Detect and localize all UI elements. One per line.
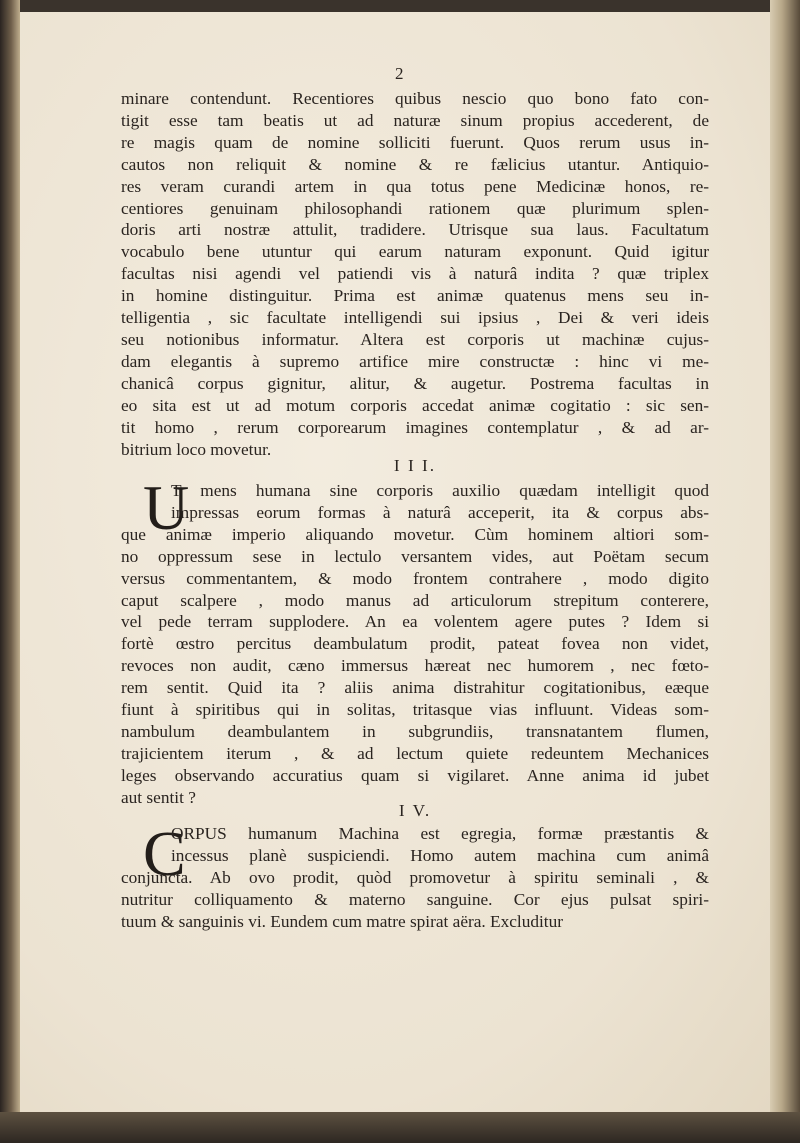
text-line: facultas nisi agendi vel patiendi vis à naturâ indita ? quæ triplex <box>121 264 709 284</box>
text-line: que animæ imperio aliquando movetur. Cùm hominem altiori som- <box>121 524 709 544</box>
text-line: no oppressum sese in lectulo versantem vides, aut Poëtam secum <box>121 546 709 566</box>
text-line: incessus planè suspiciendi. Homo autem machina cum animâ <box>171 845 709 865</box>
text-line: aut sentit ? <box>121 787 196 807</box>
text-line: fortè œstro percitus deambulatum prodit, pateat fovea non videt, <box>121 634 709 654</box>
text-line: re magis quam de nomine solliciti fuerunt. Quos rerum usus in- <box>121 132 709 152</box>
text-line: doris arti nostræ attulit, tradidere. Utrisque sua laus. Facultatum <box>121 220 709 240</box>
text-line: T mens humana sine corporis auxilio quædam intelligit quod <box>171 481 709 500</box>
text-line: caput scalpere , modo manus ad articulorum strepitum conterere, <box>121 590 709 610</box>
text-line: eo sita est ut ad motum corporis accedat animæ cogitatio : sic sen- <box>121 395 709 415</box>
text-line: cautos non reliquit & nomine & re fælicius utantur. Antiquio- <box>121 154 709 174</box>
scan-background-bottom <box>0 1112 800 1143</box>
paragraph-1 <box>121 88 709 460</box>
text-line: nutritur colliquamento & materno sanguine. Cor ejus pulsat spiri- <box>121 889 709 909</box>
text-line: tit homo , rerum corporearum imagines contemplatur , & ad ar- <box>121 417 709 437</box>
text-line: minare contendunt. Recentiores quibus nescio quo bono fato con- <box>121 89 709 108</box>
paragraph-3 <box>121 818 709 933</box>
text-line: telligentia , sic facultate intelligendi sui ipsius , Dei & veri ideis <box>121 308 709 328</box>
text-line: vel pede terram supplodere. An ea volentem agere putes ? Idem si <box>121 612 709 632</box>
text-line: tigit esse tam beatis ut ad naturæ sinum propius accederent, de <box>121 110 709 130</box>
text-line: centiores genuinam philosophandi rationem quæ plurimum splen- <box>121 198 709 218</box>
text-line: ORPUS humanum Machina est egregia, formæ præstantis & <box>171 824 709 843</box>
text-line: leges observando accuratius quam si vigilaret. Anne anima id jubet <box>121 765 709 785</box>
text-line: dam elegantis à supremo artifice mire constructæ : hinc vi me- <box>121 351 709 371</box>
text-line: vocabulo bene utuntur qui earum naturam exponunt. Quid igitur <box>121 242 709 262</box>
drop-cap-u: U <box>143 472 190 543</box>
page-fore-edge <box>770 0 800 1143</box>
text-line: fiunt à spiritibus qui in solitas, tritasque vias influunt. Videas som- <box>121 700 709 720</box>
text-line: tuum & sanguinis vi. Eundem cum matre spirat aëra. Excluditur <box>121 911 564 931</box>
drop-cap-c: C <box>143 818 186 889</box>
paragraph-2 <box>121 480 709 809</box>
page-number: 2 <box>395 64 404 83</box>
text-line: res veram curandi artem in qua totus pene Medicinæ honos, re- <box>121 176 709 196</box>
text-line: revoces non audit, cæno immersus hæreat nec humorem , nec fœto- <box>121 656 709 676</box>
text-line: seu notionibus informatur. Altera est corporis ut machinæ cujus- <box>121 329 709 349</box>
text-line: versus commentantem, & modo frontem contrahere , modo digito <box>121 568 709 588</box>
text-line: rem sentit. Quid ita ? aliis anima distrahitur cogitationibus, eæque <box>121 678 709 698</box>
section-heading-3: I I I. <box>393 456 437 475</box>
text-line: nambulum deambulantem in subgrundiis, transnatantem flumen, <box>121 721 709 741</box>
section-heading-4: I V. <box>398 801 432 820</box>
text-line: chanicâ corpus gignitur, alitur, & augetur. Postrema facultas in <box>121 373 709 393</box>
text-line: conjuncta. Ab ovo prodit, quòd promovetur à spiritu seminali , & <box>121 867 709 887</box>
text-line: in homine distinguitur. Prima est animæ quatenus mens seu in- <box>121 286 709 306</box>
text-line: impressas eorum formas à naturâ acceperit, ita & corpus abs- <box>171 502 709 522</box>
text-line: bitrium loco movetur. <box>121 439 272 459</box>
book-spine-edge <box>0 0 20 1143</box>
text-line: trajicientem iterum , & ad lectum quiete redeuntem Mechanices <box>121 743 709 763</box>
